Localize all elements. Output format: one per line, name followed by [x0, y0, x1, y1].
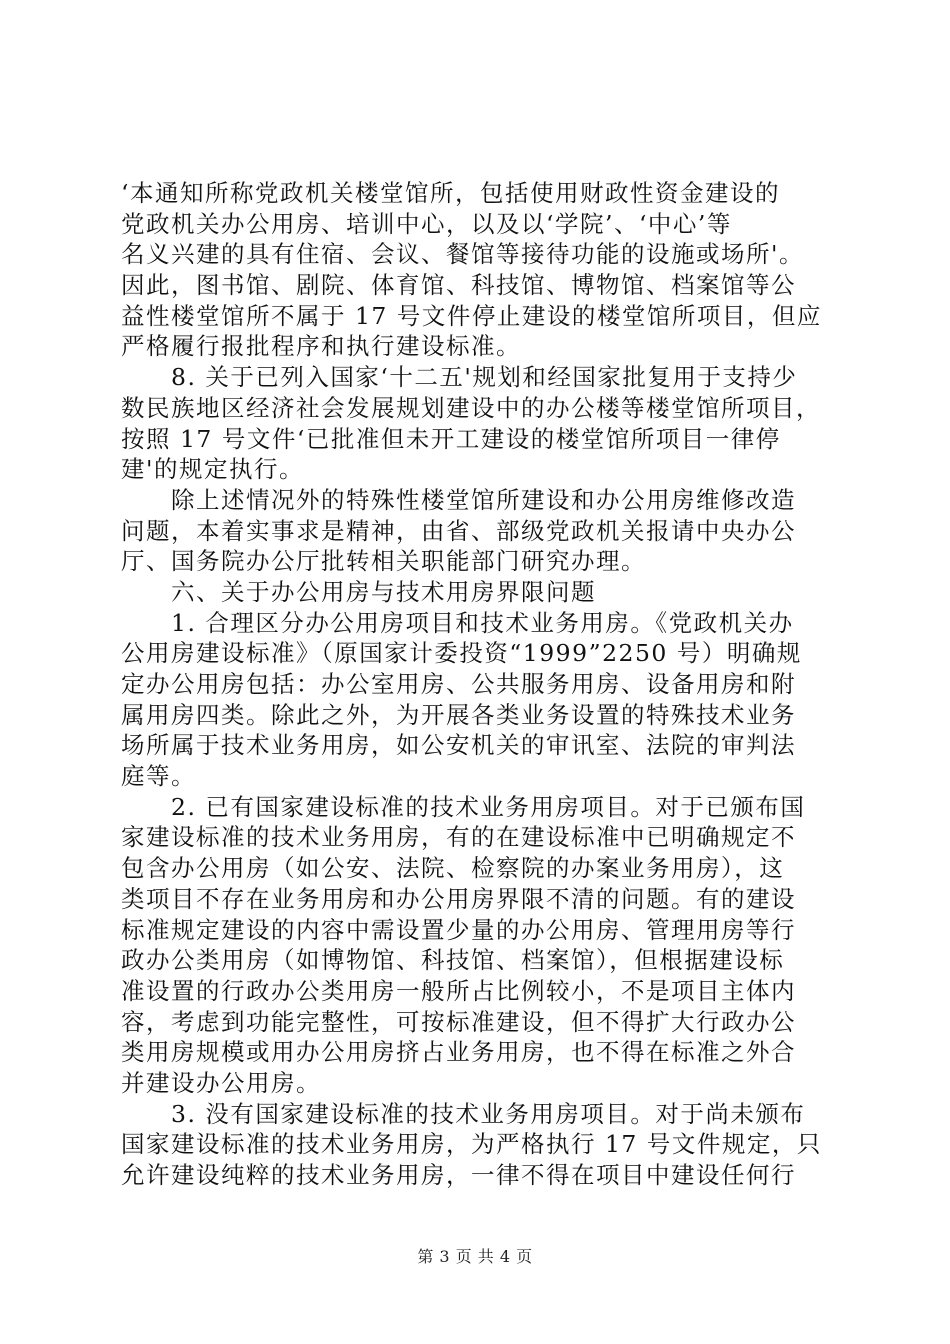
text-line: 包含办公用房（如公安、法院、检察院的办案业务用房），这: [121, 854, 785, 883]
text-line: 除上述情况外的特殊性楼堂馆所建设和办公用房维修改造: [121, 485, 796, 514]
text-line: 政办公类用房（如博物馆、科技馆、档案馆），但根据建设标: [121, 946, 785, 975]
text-line: 公用房建设标准》（原国家计委投资“1999”2250 号）明确规: [121, 639, 802, 668]
text-line: 名义兴建的具有住宿、会议、餐馆等接待功能的设施或场所'。: [121, 240, 804, 269]
text-line: 2. 已有国家建设标准的技术业务用房项目。对于已颁布国: [121, 792, 806, 821]
text-line: 标准规定建设的内容中需设置少量的办公用房、管理用房等行: [121, 915, 796, 944]
text-line: 数民族地区经济社会发展规划建设中的办公楼等楼堂馆所项目，: [121, 393, 821, 422]
text-line: 庭等。: [121, 762, 196, 791]
section-heading: 六、关于办公用房与技术用房界限问题: [121, 577, 596, 606]
text-line: 类用房规模或用办公用房挤占业务用房，也不得在标准之外合: [121, 1038, 796, 1067]
text-line: 允许建设纯粹的技术业务用房，一律不得在项目中建设任何行: [121, 1161, 796, 1189]
text-line: 建'的规定执行。: [121, 455, 304, 484]
text-line: 按照 17 号文件‘已批准但未开工建设的楼堂馆所项目一律停: [121, 424, 781, 453]
text-line: 厅、国务院办公厅批转相关职能部门研究办理。: [121, 547, 646, 576]
text-line: 问题，本着实事求是精神，由省、部级党政机关报请中央办公: [121, 516, 796, 545]
text-line: 准设置的行政办公类用房一般所占比例较小，不是项目主体内: [121, 976, 796, 1005]
text-line: 国家建设标准的技术业务用房，为严格执行 17 号文件规定，只: [121, 1130, 822, 1159]
text-line: 属用房四类。除此之外，为开展各类业务设置的特殊技术业务: [121, 700, 796, 729]
text-line: 容，考虑到功能完整性，可按标准建设，但不得扩大行政办公: [121, 1007, 796, 1036]
text-line: 因此，图书馆、剧院、体育馆、科技馆、博物馆、档案馆等公: [121, 271, 796, 300]
text-line: 益性楼堂馆所不属于 17 号文件停止建设的楼堂馆所项目，但应: [121, 301, 822, 330]
text-line: 定办公用房包括：办公室用房、公共服务用房、设备用房和附: [121, 670, 796, 698]
text-line: 1. 合理区分办公用房项目和技术业务用房。《党政机关办: [121, 608, 794, 637]
text-line: 8. 关于已列入国家‘十二五'规划和经国家批复用于支持少: [121, 363, 798, 392]
text-line: 家建设标准的技术业务用房，有的在建设标准中已明确规定不: [121, 823, 796, 852]
text-line: 严格履行报批程序和执行建设标准。: [121, 332, 521, 361]
text-line: 党政机关办公用房、培训中心，以及以‘学院’、‘中心’等: [121, 209, 732, 238]
text-line: 类项目不存在业务用房和办公用房界限不清的问题。有的建设: [121, 884, 796, 913]
text-line: ‘本通知所称党政机关楼堂馆所，包括使用财政性资金建设的: [121, 179, 780, 207]
page-number-footer: 第 3 页 共 4 页: [417, 1247, 533, 1266]
text-line: 场所属于技术业务用房，如公安机关的审讯室、法院的审判法: [121, 731, 796, 760]
document-body: [121, 178, 831, 1191]
text-line: 3. 没有国家建设标准的技术业务用房项目。对于尚未颁布: [121, 1099, 806, 1128]
text-line: 并建设办公用房。: [121, 1068, 321, 1097]
